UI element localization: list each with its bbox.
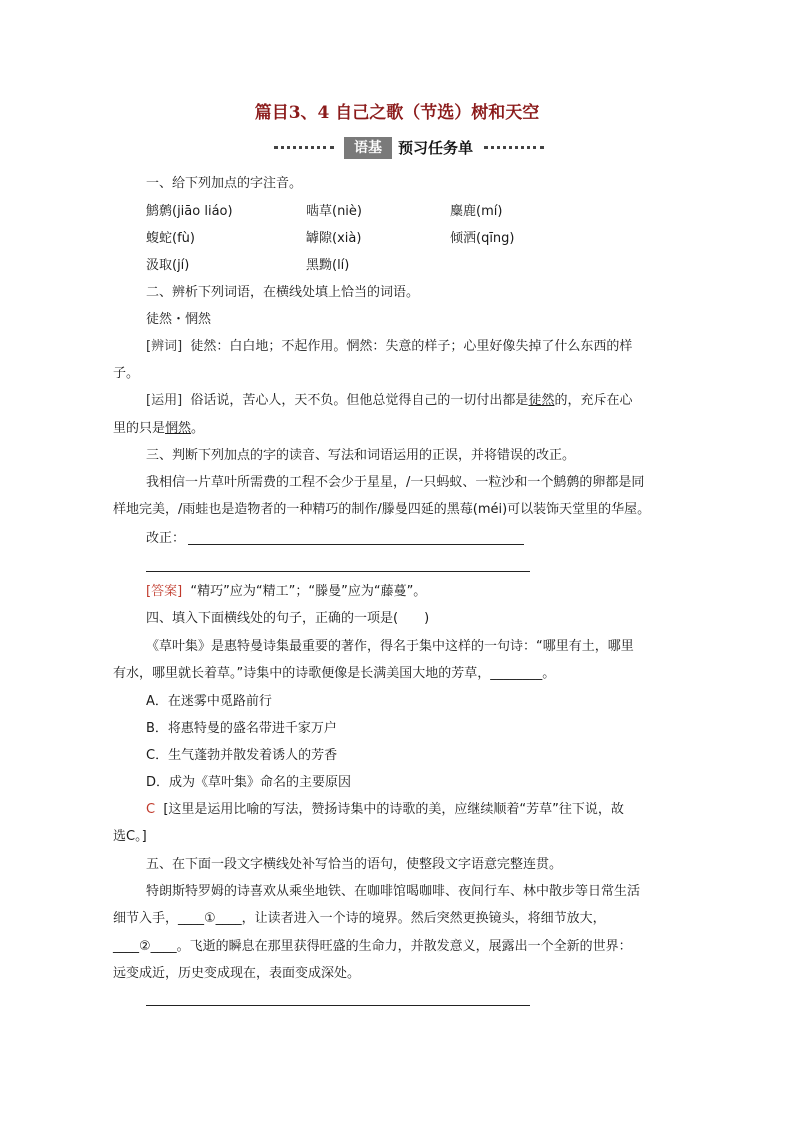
yunyong-answer-1: 徒然 (528, 393, 555, 408)
bianci-text: 徒然：白白地；不起作用。惘然：失意的样子；心里好像失掉了什么东西的样 (190, 339, 633, 354)
yunyong-text: 俗话说，苦心人，天不负。但他总觉得自己的一切付出都是 (190, 393, 529, 408)
q3-answer-line (146, 582, 426, 602)
section-badge: 语基 (344, 137, 392, 159)
q3-fix-label: 改正： (146, 531, 186, 546)
q4-text: 有水，哪里就长着草。”诗集中的诗歌便像是长满美国大地的芳草，________。 (113, 666, 556, 681)
q1-item: 罅隙(xià) (306, 231, 362, 246)
q2-yunyong-line (146, 391, 632, 411)
section-label: 预习任务单 (398, 139, 474, 157)
q5-text: 细节入手，____①____，让读者进入一个诗的境界。然后突然更换镜头，将细节放大， (113, 911, 606, 926)
dotted-divider-left (274, 146, 334, 149)
q1-item: 鹪鹩(jiāo liáo) (146, 204, 233, 219)
q2-word-pair: 徒然・惘然 (146, 312, 212, 327)
q3-answer-blank-2[interactable] (146, 571, 530, 572)
answer-explanation: [这里是运用比喻的写法，赞扬诗集中的诗歌的美，应继续顺着“芳草”往下说，故 (163, 802, 624, 817)
q2-heading: 二、辨析下列词语，在横线处填上恰当的词语。 (146, 285, 420, 300)
bianci-tag: [辨词] (146, 339, 183, 354)
q3-answer-blank-1[interactable] (188, 544, 524, 545)
q4-heading: 四、填入下面横线处的句子，正确的一项是( ) (146, 611, 430, 626)
dotted-divider-right (484, 146, 544, 149)
q4-option-a: A．在迷雾中觅路前行 (146, 694, 272, 709)
q3-text: 我相信一片草叶所需费的工程不会少于星星，/一只蚂蚁、一粒沙和一个鹪鹩的卵都是同 (146, 475, 645, 490)
yunyong-answer-2: 惘然 (165, 421, 192, 436)
q4-answer-line (146, 800, 624, 820)
q5-answer-blank[interactable] (146, 1005, 530, 1006)
q1-item: 黑黝(lí) (306, 258, 350, 273)
yunyong-tag: [运用] (146, 393, 183, 408)
q2-yunyong-line-2 (113, 419, 204, 439)
q4-text: 《草叶集》是惠特曼诗集最重要的著作，得名于集中这样的一句诗：“哪里有土，哪里 (146, 639, 634, 654)
q1-item: 倾洒(qīng) (450, 231, 515, 246)
q1-item: 蝮蛇(fù) (146, 231, 195, 246)
q2-bianci-line (146, 337, 632, 357)
q1-row (146, 202, 233, 222)
q5-text: ____②____。飞逝的瞬息在那里获得旺盛的生命力，并散发意义，展露出一个全新的世界： (113, 939, 632, 954)
q1-item: 汲取(jí) (146, 258, 190, 273)
answer-text: “精巧”应为“精工”；“滕曼”应为“藤蔓”。 (190, 584, 427, 599)
q4-option-d: D．成为《草叶集》命名的主要原因 (146, 775, 352, 790)
q1-item: 啮草(niè) (306, 204, 362, 219)
q2-bianci-cont: 子。 (113, 366, 140, 381)
answer-tag: [答案] (146, 584, 183, 599)
section-banner (272, 137, 546, 159)
page-title: 篇目3、4 自己之歌（节选）树和天空 (254, 103, 540, 123)
q1-heading: 一、给下列加点的字注音。 (146, 176, 303, 191)
q5-heading: 五、在下面一段文字横线处补写恰当的语句，使整段文字语意完整连贯。 (146, 857, 563, 872)
q3-text: 样地完美，/雨蛙也是造物者的一种精巧的制作/滕曼四延的黑莓(méi)可以装饰天堂里的华屋。 (113, 502, 651, 517)
q1-item: 麋鹿(mí) (450, 204, 503, 219)
yunyong-text-2: 里的只是 (113, 421, 166, 436)
yunyong-end: 。 (191, 421, 205, 436)
q5-text: 远变成近，历史变成现在，表面变成深处。 (113, 966, 361, 981)
q4-option-c: C．生气蓬勃并散发着诱人的芳香 (146, 748, 338, 763)
q3-heading: 三、判断下列加点的字的读音、写法和词语运用的正误，并将错误的改正。 (146, 448, 576, 463)
q5-text: 特朗斯特罗姆的诗喜欢从乘坐地铁、在咖啡馆喝咖啡、夜间行车、林中散步等日常生活 (146, 884, 641, 899)
q4-answer-cont: 选C。] (113, 829, 147, 844)
yunyong-text-cont: 的，充斥在心 (554, 393, 633, 408)
answer-letter: C (146, 802, 156, 817)
q4-option-b: B．将惠特曼的盛名带进千家万户 (146, 721, 337, 736)
